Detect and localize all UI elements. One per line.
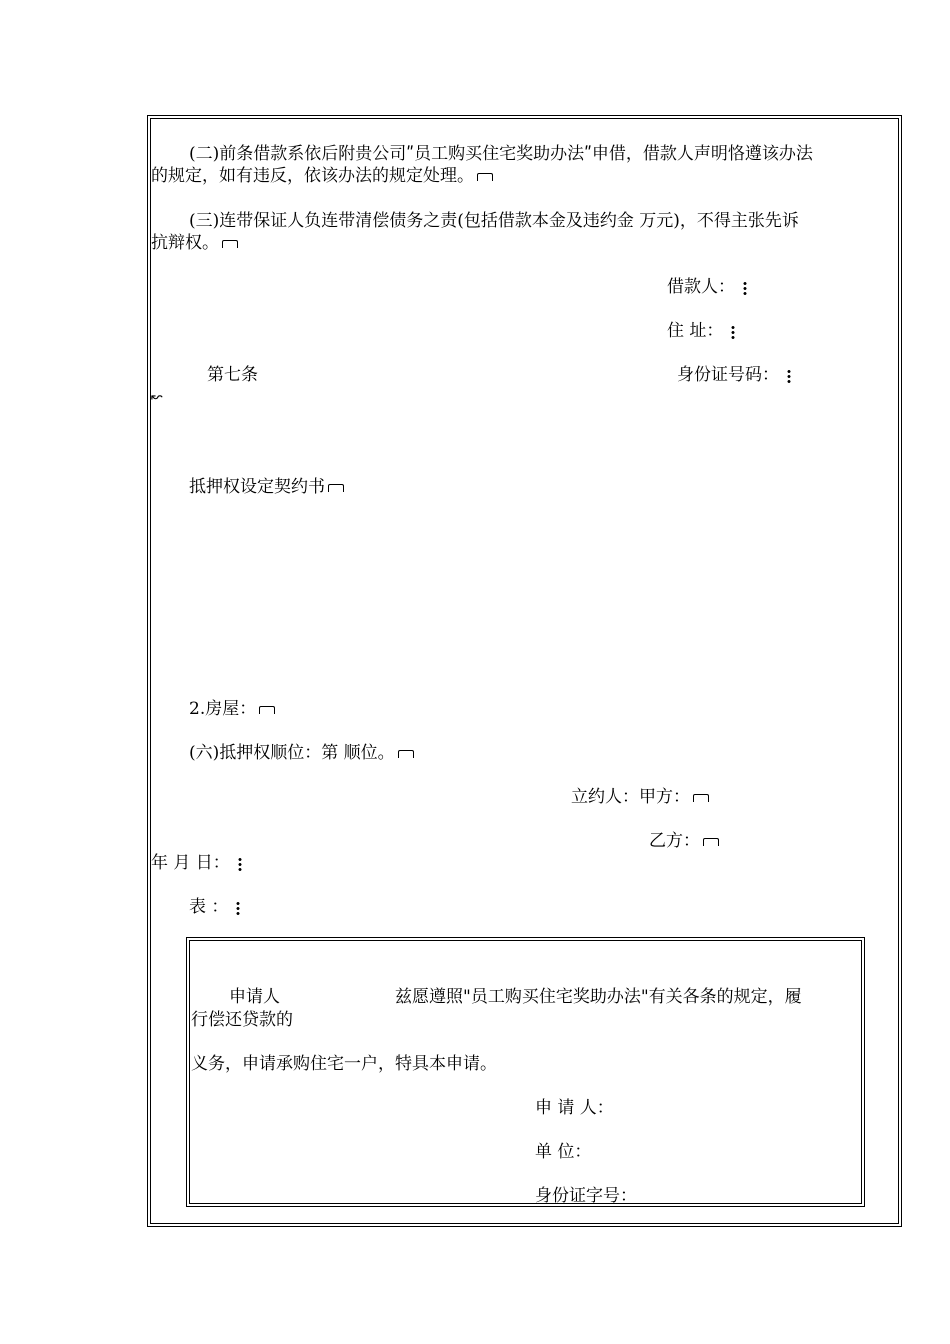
- application-line-2: [191, 1053, 497, 1075]
- id-number-label: [677, 364, 791, 386]
- paragraph-mark-icon: [477, 173, 493, 181]
- date-text: 年 月 日：: [151, 853, 230, 873]
- priority-text: (六)抵押权顺位：第 顺位。: [189, 743, 395, 763]
- anchor-icon: ↜: [151, 389, 163, 405]
- clause-2-text-1: (二)前条借款系依后附贵公司ʺ员工购买住宅奖助办法ʺ申借，借款人声明恪遵该办法: [189, 144, 813, 164]
- sign-applicant-text: 申 请 人：: [535, 1098, 614, 1118]
- borrower-text: 借款人：: [667, 277, 735, 297]
- paragraph-mark-icon: [328, 484, 344, 492]
- paragraph-mark-icon: [693, 794, 709, 802]
- colon-mark-icon: [787, 369, 791, 383]
- clause-3-line-2: [151, 232, 238, 254]
- application-text-2: 义务，申请承购住宅一户，特具本申请。: [191, 1054, 497, 1074]
- colon-mark-icon: [743, 281, 747, 295]
- applicant-word: [229, 986, 280, 1008]
- sign-applicant-line: [535, 1097, 614, 1119]
- sign-unit-line: [535, 1141, 591, 1163]
- paragraph-mark-icon: [222, 240, 238, 248]
- party-b-text: 乙方：: [649, 831, 700, 851]
- application-text-1: 兹愿遵照"员工购买住宅奖助办法"有关各条的规定，履: [395, 987, 802, 1007]
- article-7-text: 第七条: [207, 365, 258, 385]
- application-text-1-wrap: 行偿还贷款的: [191, 1010, 293, 1030]
- application-line-1: [395, 986, 802, 1008]
- table-label-text: 表 ：: [189, 897, 229, 917]
- clause-2-text-2: 的规定，如有违反，依该办法的规定处理。: [151, 166, 474, 186]
- priority-line: [189, 742, 414, 764]
- sign-id-line: [535, 1185, 637, 1207]
- address-label: [667, 320, 735, 342]
- clause-3-text-1: (三)连带保证人负连带清偿债务之责(包括借款本金及违约金 万元)，不得主张先诉: [189, 211, 799, 231]
- address-text: 住 址：: [667, 321, 724, 341]
- sign-unit-text: 单 位：: [535, 1142, 592, 1162]
- colon-mark-icon: [731, 325, 735, 339]
- applicant-word-text: 申请人: [229, 987, 280, 1007]
- paragraph-mark-icon: [259, 706, 275, 714]
- mortgage-title-text: 抵押权设定契约书: [189, 477, 325, 497]
- house-text: 2.房屋：: [189, 699, 257, 719]
- mortgage-title: [189, 476, 344, 498]
- id-number-text: 身份证号码：: [677, 365, 779, 385]
- paragraph-mark-icon: [703, 838, 719, 846]
- clause-3-text-2: 抗辩权。: [151, 233, 219, 253]
- house-line: [189, 698, 275, 720]
- colon-mark-icon: [236, 901, 240, 915]
- clause-3-line-1: [189, 210, 799, 232]
- colon-mark-icon: [238, 857, 242, 871]
- party-b-line: [649, 830, 719, 852]
- party-a-line: [571, 786, 709, 808]
- clause-2-line-2: [151, 165, 493, 187]
- paragraph-mark-icon: [398, 750, 414, 758]
- article-7-heading: [207, 364, 258, 386]
- application-line-1-wrap: [191, 1009, 293, 1031]
- party-a-text: 立约人：甲方：: [571, 787, 690, 807]
- sign-id-text: 身份证字号：: [535, 1186, 637, 1206]
- borrower-label: [667, 276, 747, 298]
- date-line: [151, 852, 242, 874]
- table-label: [189, 896, 240, 918]
- clause-2-line-1: [189, 143, 813, 165]
